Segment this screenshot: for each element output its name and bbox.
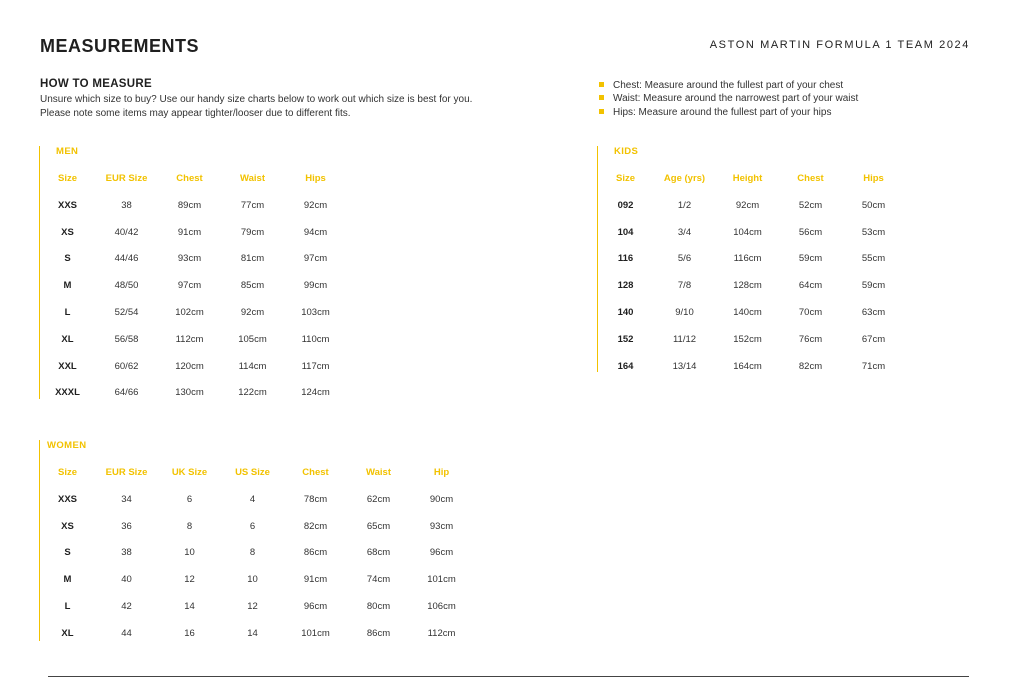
- tip-text: Hips: Measure around the fullest part of your hips: [613, 106, 832, 118]
- table-row: [598, 326, 905, 353]
- kids-header-cell: Size: [615, 173, 635, 184]
- table-row: [40, 620, 473, 647]
- measurement-cell: 120cm: [175, 360, 204, 372]
- measurement-cell: 78cm: [303, 493, 328, 505]
- table-row: [40, 540, 473, 567]
- women-title: WOMEN: [47, 440, 87, 451]
- women-header-cell: UK Size: [171, 467, 208, 478]
- kids-title: KIDS: [614, 146, 639, 157]
- measurement-cell: 93cm: [429, 520, 454, 532]
- measurement-cell: 103cm: [301, 307, 330, 319]
- size-label-cell: XXS: [57, 493, 77, 505]
- measurement-cell: 81cm: [240, 253, 265, 265]
- measurement-cell: 112cm: [427, 627, 456, 639]
- measurement-cell: 50cm: [861, 199, 886, 211]
- measurement-cell: 59cm: [798, 253, 823, 265]
- measurement-cell: 70cm: [798, 307, 823, 319]
- measurement-cell: 40/42: [114, 226, 139, 238]
- table-row: [40, 299, 347, 326]
- measurement-cell: 44: [121, 627, 132, 639]
- measurement-cell: 68cm: [366, 547, 391, 559]
- women-header-cell: Hip: [433, 467, 450, 478]
- table-row: [40, 486, 473, 513]
- measurement-cell: 44/46: [114, 253, 139, 265]
- table-row: [40, 246, 347, 273]
- measurement-cell: 122cm: [238, 387, 267, 399]
- measurement-cell: 82cm: [798, 360, 823, 372]
- measurement-cell: 77cm: [240, 199, 265, 211]
- size-label-cell: 116: [617, 253, 634, 265]
- size-label-cell: S: [64, 547, 71, 559]
- measurement-cell: 8: [249, 547, 256, 559]
- women-header-cell: US Size: [235, 467, 270, 478]
- size-label-cell: 140: [617, 307, 634, 319]
- measurement-cell: 97cm: [177, 280, 202, 292]
- measurement-cell: 34: [121, 493, 132, 505]
- measurement-cell: 10: [247, 574, 258, 586]
- measurement-cell: 65cm: [366, 520, 391, 532]
- measurement-cell: 3/4: [677, 226, 692, 238]
- women-header-cell: Waist: [366, 467, 391, 478]
- measurement-cell: 152cm: [733, 333, 762, 345]
- women-header-cell: Chest: [302, 467, 329, 478]
- measurement-cell: 96cm: [429, 547, 454, 559]
- size-label-cell: S: [64, 253, 71, 265]
- measurement-cell: 105cm: [238, 333, 267, 345]
- measurement-cell: 92cm: [303, 199, 328, 211]
- measurement-cell: 114cm: [238, 360, 267, 372]
- tip-chest: [599, 79, 858, 92]
- measurement-cell: 7/8: [677, 280, 692, 292]
- size-label-cell: 104: [617, 226, 634, 238]
- measurement-cell: 38: [121, 199, 132, 211]
- measurement-cell: 16: [184, 627, 195, 639]
- measurement-cell: 89cm: [177, 199, 202, 211]
- size-label-cell: XXL: [58, 360, 77, 372]
- table-row: [40, 593, 473, 620]
- measurement-cell: 71cm: [861, 360, 886, 372]
- measurement-cell: 64/66: [114, 387, 139, 399]
- measurement-cell: 140cm: [733, 307, 762, 319]
- measurement-cell: 80cm: [366, 601, 391, 613]
- measurement-cell: 62cm: [366, 493, 391, 505]
- size-label-cell: XS: [61, 226, 74, 238]
- table-row: [598, 272, 905, 299]
- size-label-cell: 128: [617, 280, 634, 292]
- measurement-cell: 5/6: [677, 253, 692, 265]
- women-header-cell: EUR Size: [105, 467, 148, 478]
- size-label-cell: L: [64, 601, 71, 613]
- size-label-cell: M: [63, 280, 72, 292]
- measurement-cell: 8: [186, 520, 193, 532]
- measurement-cell: 55cm: [861, 253, 886, 265]
- measurement-cell: 97cm: [303, 253, 328, 265]
- measurement-cell: 56/58: [114, 333, 139, 345]
- table-row: [40, 513, 473, 540]
- measurement-cell: 128cm: [733, 280, 762, 292]
- men-header-cell: Hips: [305, 173, 326, 184]
- measurement-cell: 110cm: [301, 333, 330, 345]
- size-label-cell: L: [64, 307, 71, 319]
- kids-header-cell: Hips: [863, 173, 884, 184]
- measurement-cell: 9/10: [675, 307, 694, 319]
- measurement-cell: 94cm: [303, 226, 328, 238]
- tip-hips: [599, 106, 858, 119]
- measurement-cell: 40: [121, 574, 132, 586]
- how-to-measure-note: Please note some items may appear tighter/looser due to different fits.: [40, 107, 351, 119]
- measurement-cell: 63cm: [861, 307, 886, 319]
- measurement-cell: 82cm: [303, 520, 328, 532]
- how-to-measure-text: Unsure which size to buy? Use our handy size charts below to work out which size is best for you.: [40, 94, 473, 105]
- measurement-cell: 10: [184, 547, 195, 559]
- measurement-cell: 42: [121, 601, 132, 613]
- men-size-table: [40, 165, 347, 406]
- measurement-cell: 102cm: [175, 307, 204, 319]
- measurement-cell: 1/2: [677, 199, 692, 211]
- women-size-table: [40, 459, 473, 647]
- men-title: MEN: [56, 146, 79, 157]
- table-row: [598, 246, 905, 273]
- size-label-cell: XXS: [57, 199, 77, 211]
- table-row: [40, 272, 347, 299]
- size-label-cell: XS: [61, 520, 74, 532]
- table-row: [598, 353, 905, 380]
- measurement-cell: 106cm: [427, 601, 456, 613]
- size-label-cell: XL: [61, 333, 74, 345]
- measurement-cell: 164cm: [733, 360, 762, 372]
- men-header-cell: EUR Size: [105, 173, 148, 184]
- table-row: [40, 219, 347, 246]
- size-label-cell: 164: [617, 360, 634, 372]
- measurement-cell: 12: [184, 574, 195, 586]
- table-row: [598, 219, 905, 246]
- page-title: MEASUREMENTS: [40, 36, 200, 56]
- measurement-tips-list: [599, 79, 858, 119]
- measurement-cell: 101cm: [301, 627, 330, 639]
- measurement-cell: 14: [184, 601, 195, 613]
- measurement-cell: 64cm: [798, 280, 823, 292]
- table-row: [598, 299, 905, 326]
- how-to-measure-heading: HOW TO MEASURE: [40, 78, 152, 90]
- measurement-cell: 59cm: [861, 280, 886, 292]
- size-label-cell: 092: [617, 199, 634, 211]
- measurement-cell: 56cm: [798, 226, 823, 238]
- size-label-cell: M: [63, 574, 72, 586]
- size-label-cell: XXXL: [55, 387, 80, 399]
- measurement-cell: 67cm: [861, 333, 886, 345]
- table-row: [40, 353, 347, 380]
- measurement-cell: 52/54: [114, 307, 139, 319]
- measurement-cell: 93cm: [177, 253, 202, 265]
- measurement-cell: 104cm: [733, 226, 762, 238]
- tip-text: Waist: Measure around the narrowest part of your waist: [613, 93, 859, 105]
- measurement-cell: 91cm: [177, 226, 202, 238]
- measurement-cell: 36: [121, 520, 132, 532]
- how-to-measure-section: [40, 78, 560, 120]
- measurement-cell: 117cm: [301, 360, 330, 372]
- team-label: ASTON MARTIN FORMULA 1 TEAM 2024: [709, 39, 970, 51]
- table-row: [40, 566, 473, 593]
- measurement-cell: 99cm: [303, 280, 328, 292]
- measurement-cell: 6: [186, 493, 193, 505]
- table-row: [40, 192, 347, 219]
- kids-header-cell: Age (yrs): [663, 173, 706, 184]
- measurement-cell: 112cm: [175, 333, 204, 345]
- measurement-cell: 86cm: [303, 547, 328, 559]
- women-header-cell: Size: [57, 467, 77, 478]
- measurement-cell: 6: [249, 520, 256, 532]
- measurement-cell: 60/62: [114, 360, 139, 372]
- measurement-cell: 96cm: [303, 601, 328, 613]
- tip-text: Chest: Measure around the fullest part of your chest: [613, 80, 844, 91]
- size-label-cell: 152: [617, 333, 634, 345]
- measurement-cell: 92cm: [735, 199, 760, 211]
- measurement-cell: 130cm: [175, 387, 204, 399]
- measurement-cell: 4: [249, 493, 256, 505]
- men-header-cell: Chest: [176, 173, 203, 184]
- measurement-cell: 12: [247, 601, 258, 613]
- kids-header-cell: Chest: [797, 173, 824, 184]
- measurement-cell: 48/50: [114, 280, 139, 292]
- kids-header-cell: Height: [732, 173, 763, 184]
- measurement-cell: 14: [247, 627, 258, 639]
- measurement-cell: 101cm: [427, 574, 456, 586]
- square-bullet-icon: [599, 95, 604, 100]
- kids-size-table: [598, 165, 905, 380]
- square-bullet-icon: [599, 109, 604, 114]
- table-row: [598, 192, 905, 219]
- measurement-cell: 85cm: [240, 280, 265, 292]
- men-header-cell: Size: [57, 173, 77, 184]
- measurement-cell: 124cm: [301, 387, 330, 399]
- footer-divider: [48, 676, 969, 677]
- measurement-cell: 76cm: [798, 333, 823, 345]
- measurement-cell: 90cm: [429, 493, 454, 505]
- measurement-cell: 11/12: [672, 333, 697, 345]
- measurement-cell: 91cm: [303, 574, 328, 586]
- measurement-cell: 52cm: [798, 199, 823, 211]
- measurement-cell: 86cm: [366, 627, 391, 639]
- measurement-cell: 53cm: [861, 226, 886, 238]
- table-row: [40, 326, 347, 353]
- measurement-cell: 38: [121, 547, 132, 559]
- measurement-cell: 79cm: [240, 226, 265, 238]
- table-row: [40, 380, 347, 407]
- measurement-cell: 92cm: [240, 307, 265, 319]
- square-bullet-icon: [599, 82, 604, 87]
- measurement-cell: 74cm: [366, 574, 391, 586]
- measurement-cell: 13/14: [672, 360, 697, 372]
- tip-waist: [599, 92, 858, 105]
- size-label-cell: XL: [61, 627, 74, 639]
- men-header-cell: Waist: [240, 173, 265, 184]
- measurement-cell: 116cm: [733, 253, 762, 265]
